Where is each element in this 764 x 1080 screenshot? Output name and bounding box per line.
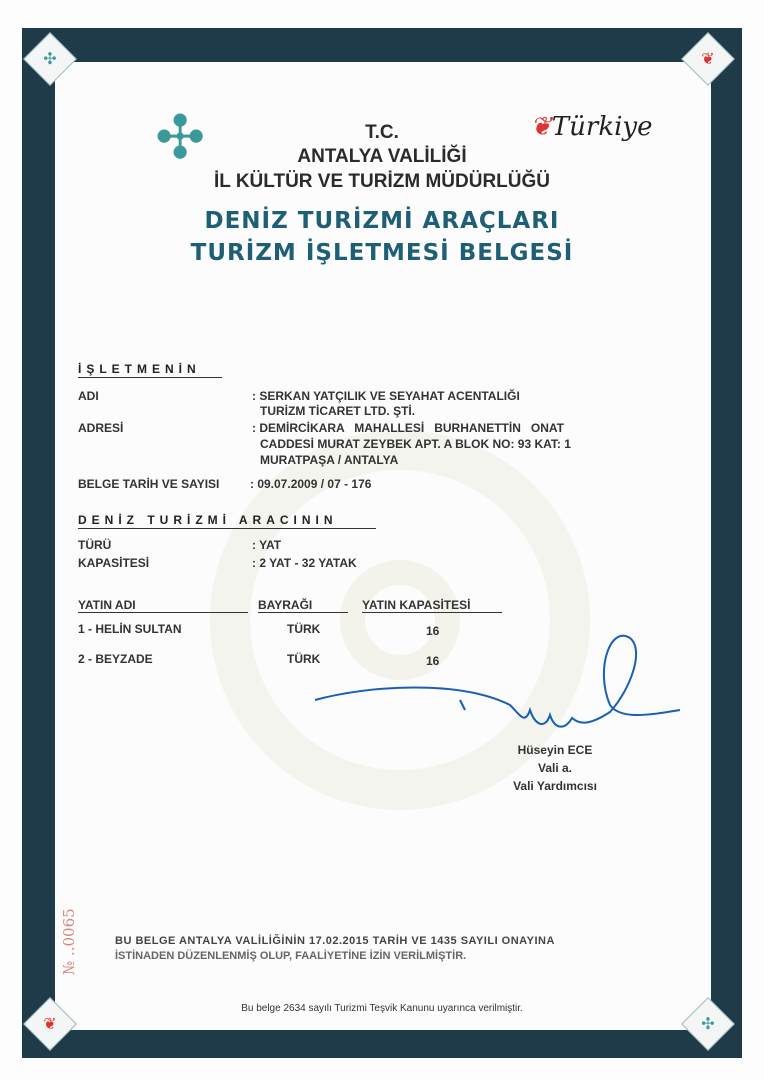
type-label: TÜRÜ [78, 538, 112, 552]
name-label: ADI [78, 389, 99, 403]
footer-note: Bu belge 2634 sayılı Turizmi Teşvik Kanunu uyarınca verilmiştir. [241, 1003, 523, 1014]
doc-date-value: : 09.07.2009 / 07 - 176 [250, 477, 372, 491]
title-line-2: TURİZM İŞLETMESİ BELGESİ [190, 240, 574, 266]
doc-date-label: BELGE TARİH VE SAYISI [78, 477, 220, 491]
corner-ornament-icon: ✣ [681, 997, 735, 1051]
address-label: ADRESİ [78, 421, 124, 435]
name-value-2: TURİZM TİCARET LTD. ŞTİ. [260, 404, 416, 418]
corner-tulip-icon: ❦ [23, 997, 77, 1051]
ministry-knot-logo-icon: ✣ [155, 104, 206, 171]
corner-ornament-icon: ✣ [23, 32, 77, 86]
address-line-3: MURATPAŞA / ANTALYA [260, 453, 399, 467]
approval-line-2: İSTİNADEN DÜZENLENMİŞ OLUP, FAALİYETİNE İZİN VERİLMİŞTİR. [115, 950, 467, 962]
signatory-name: Hüseyin ECE [517, 743, 593, 757]
turkiye-logo: ❦Türkiye [530, 112, 653, 142]
corner-tulip-icon: ❦ [681, 32, 735, 86]
signatory-title-1: Vali a. [537, 761, 573, 775]
approval-line-1: BU BELGE ANTALYA VALİLİĞİNİN 17.02.2015 TARİH VE 1435 SAYILI ONAYINA [115, 935, 555, 947]
capacity-label: KAPASİTESİ [78, 556, 150, 570]
turkiye-logo-text: Türkiye [551, 112, 653, 142]
address-line-1: : DEMİRCİKARA MAHALLESİ BURHANETTİN ONAT [252, 421, 564, 435]
yacht-name: 2 - BEYZADE [78, 652, 153, 666]
yacht-flag: TÜRK [287, 622, 321, 636]
header-tc: T.C. [365, 122, 399, 143]
col-header-flag: BAYRAĞI [258, 598, 348, 613]
section-vessel: DENİZ TURİZMİ ARACININ [78, 513, 376, 529]
title-line-1: DENİZ TURİZMİ ARAÇLARI [204, 208, 560, 234]
col-header-capacity: YATIN KAPASİTESİ [362, 598, 502, 613]
yacht-capacity: 16 [426, 654, 440, 668]
signatory-title-2: Vali Yardımcısı [513, 779, 597, 793]
capacity-value: : 2 YAT - 32 YATAK [252, 556, 357, 570]
yacht-name: 1 - HELİN SULTAN [78, 622, 182, 636]
header-directorate: İL KÜLTÜR VE TURİZM MÜDÜRLÜĞÜ [214, 171, 550, 192]
yacht-flag: TÜRK [287, 652, 321, 666]
col-header-yacht-name: YATIN ADI [78, 598, 248, 613]
signature [310, 630, 690, 750]
header-governorate: ANTALYA VALİLİĞİ [297, 146, 467, 167]
serial-number: № ..0065 [60, 908, 78, 975]
section-operator: İŞLETMENİN [78, 362, 222, 378]
yacht-capacity: 16 [426, 624, 440, 638]
name-value-1: : SERKAN YATÇILIK VE SEYAHAT ACENTALIĞI [252, 389, 520, 403]
type-value: : YAT [252, 538, 282, 552]
address-line-2: CADDESİ MURAT ZEYBEK APT. A BLOK NO: 93 KAT: 1 [260, 437, 571, 451]
